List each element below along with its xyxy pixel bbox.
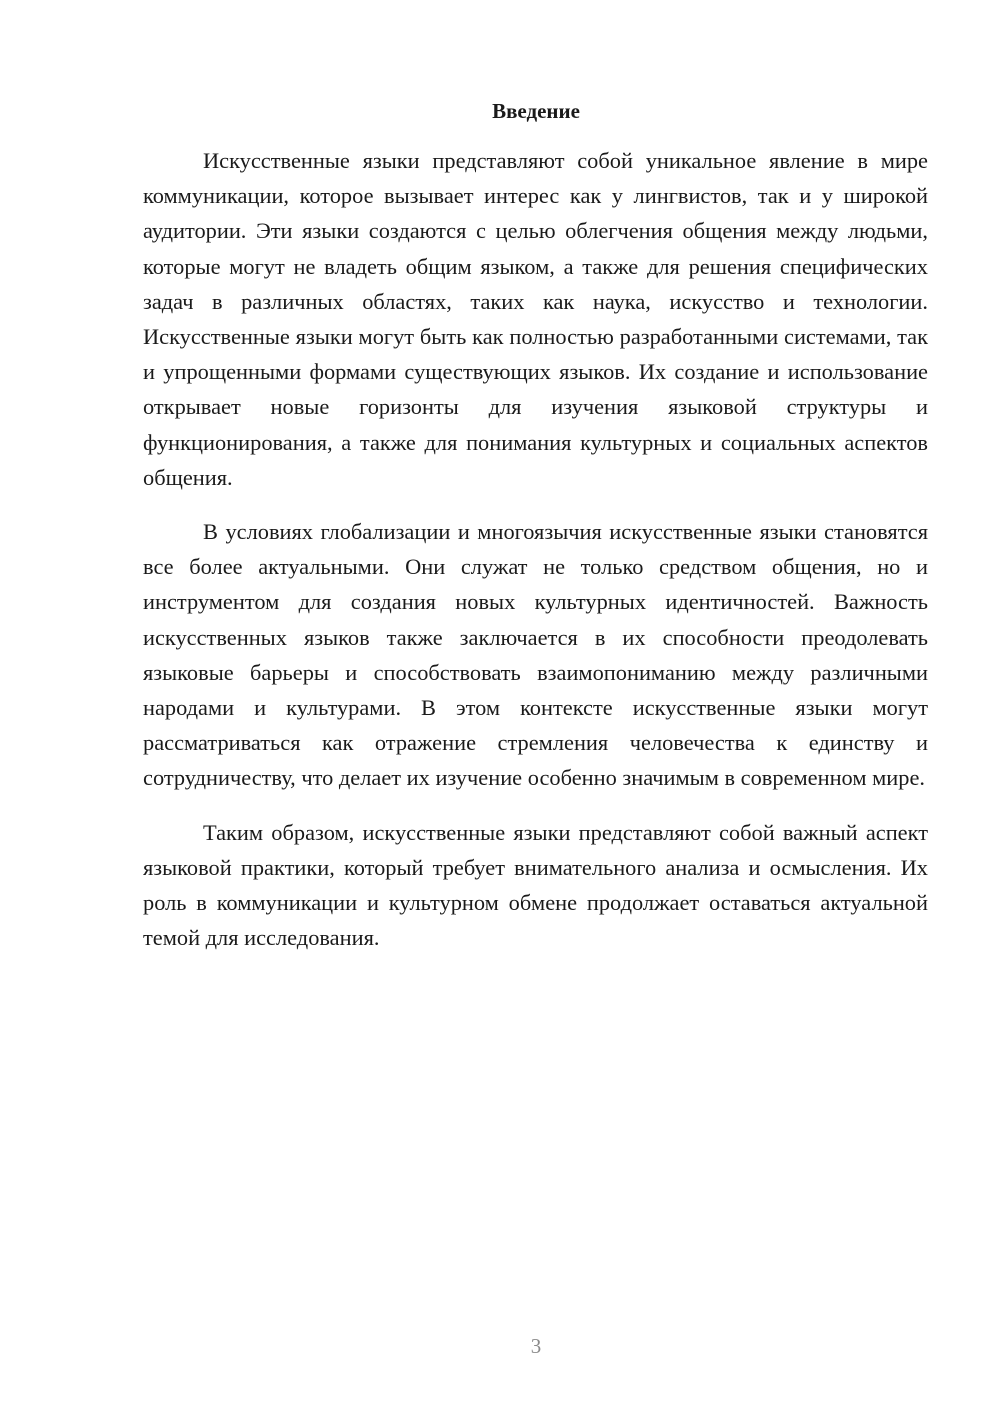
body-text bbox=[143, 143, 928, 974]
paragraph-conclusion: Таким образом, искусственные языки представляют собой важный аспект языковой практики, который требует внимательного анализа и осмысления. Их роль в коммуникации и культурном обмене продолжает оставаться актуальной темой для исследования. bbox=[143, 819, 928, 951]
paragraph-globalization: В условиях глобализации и многоязычия искусственные языки становятся все более актуальными. Они служат не только средством общения, но и инструментом для создания новых культурных идентичностей. Важность искусственных языков также заключается в их способности преодолевать языковые барьеры и способствовать взаимопониманию между различными народами и культурами. В этом контексте искусственные языки могут рассматриваться как отражение стремления человечества к единству и сотрудничеству, что делает их изучение особенно значимым в современном мире. bbox=[143, 519, 928, 791]
section-heading: Введение bbox=[492, 99, 580, 123]
paragraph-intro: Искусственные языки представляют собой уникальное явление в мире коммуникации, которое вызывает интерес как у лингвистов, так и у широкой аудитории. Эти языки создаются с целью облегчения общения между людьми, которые могут не владеть общим языком, а также для решения специфических задач в различных областях, таких как наука, искусство и технологии. Искусственные языки могут быть как полностью разработанными системами, так и упрощенными формами существующих языков. Их создание и использование открывает новые горизонты для изучения языковой структуры и функционирования, а также для понимания культурных и социальных аспектов общения. bbox=[143, 148, 928, 490]
page-number: 3 bbox=[530, 1334, 542, 1358]
